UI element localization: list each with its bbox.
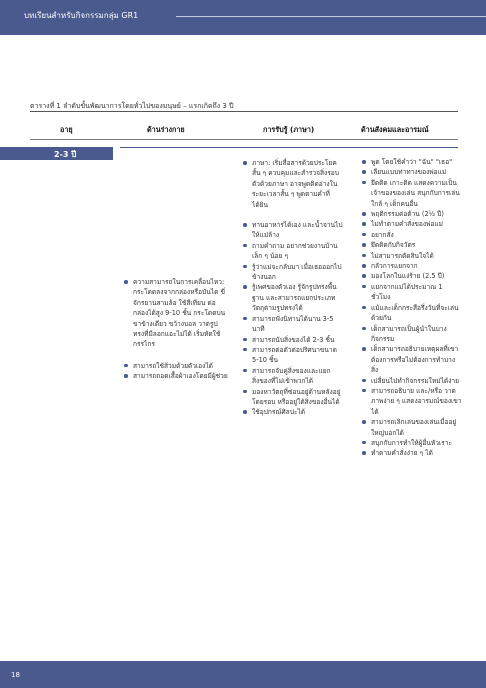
header-band xyxy=(0,0,486,35)
list-item: สามารถเลิกเล่นของเล่นเมื่ออยู่ใหญ่บอกได้ xyxy=(362,417,462,438)
list-item: ภาษา: เริ่มสื่อสารด้วยประโยคสั้น ๆ ควบคุมและสำรวจสิ่งรอบตัวด้วยภาษา อาจพูดติดอ่างในระยะเวลาสั้น ๆ พูดตามคำที่ได้ยิน xyxy=(243,158,343,210)
list-item: พูด โดยใช้คำว่า "ฉัน" "เธอ" xyxy=(362,157,462,167)
header-age: อายุ xyxy=(60,125,73,134)
list-item: ทำตามคำสั่งง่าย ๆ ได้ xyxy=(362,448,462,458)
social-list xyxy=(362,157,462,459)
list-item: แยกจากแม่ได้ประมาณ 1 ชั่วโมง xyxy=(362,282,462,303)
caption-rule xyxy=(30,111,458,112)
list-item: อยากสั่ง xyxy=(362,230,462,240)
list-item: แม้และเด็กกระสือรึ่งวันที่จะเล่นด้วยกัน xyxy=(362,303,462,324)
list-item: รู้ว่าแม่จะกลับมา เมื่อเธอออกไปข้างนอก xyxy=(243,262,343,283)
list-item: ใช้อุปกรณ์ศิลปะได้ xyxy=(243,407,343,417)
header-divider xyxy=(176,16,486,17)
header-social: ด้านสังคมและอารมณ์ xyxy=(361,125,429,134)
list-item: สามารถถอดเสื้อผ้าเองโดยมีผู้ช่วย xyxy=(124,371,228,381)
footer-band xyxy=(0,661,486,688)
list-item: ทานอาหารได้เอง และน้ำจานไปให้แม่ล้าง xyxy=(243,220,343,241)
list-item: ไม่สามารถตัดสินใจได้ xyxy=(362,251,462,261)
list-item: รู้เพศของตัวเอง รู้จักรูปทรงพื้นฐาน และสามารถแยกประเภทวัตถุตามรูปทรงได้ xyxy=(243,282,343,313)
list-item: มองโลกในแง่ร้าย (2.5 ปี) xyxy=(362,271,462,281)
physical-list xyxy=(124,277,228,382)
list-item: สามารถฟังนิทานได้นาน 3-5 นาที xyxy=(243,314,343,335)
list-item: กลัวการแยกจาก xyxy=(362,261,462,271)
list-item: เด็กสามารถเป็นผู้นำในบางกิจกรรม xyxy=(362,324,462,345)
header-title: บทเรียนสำหรับกิจกรรมกลุ่ม GR1 xyxy=(24,11,139,20)
list-item: สนุกกับการทำให้ผู้อื่นหัวเราะ xyxy=(362,438,462,448)
list-item: ไม่ทำตามคำสั่งของพ่อแม่ xyxy=(362,219,462,229)
list-item: พฤติกรรมต่อต้าน (2½ ปี) xyxy=(362,209,462,219)
list-item: ความสามารถในการเคลื่อนไหว: กระโดดลงจากกล่องหรือบันได ขี่จักรยานสามล้อ ใช้สีเทียน ต่อกล่องได้สูง 9-10 ชั้น กระโดดบนขาข้างเดียว ขว้างบอล วาดรูปทรงที่มีลอกแอะไม่ได้ เริ่มหัดใช้กรรไกร xyxy=(124,277,228,350)
list-item: สามารถนับสิ่งของได้ 2-3 ชิ้น xyxy=(243,335,343,345)
list-item: สามารถอธิบาย และ/หรือ วาดภาพง่าย ๆ แสดงอารมณ์ของเขาได้ xyxy=(362,386,462,417)
age-label xyxy=(0,147,113,160)
table-caption: ตารางที่ 1 ลำดับขั้นพัฒนาการโดยทั่วไปของมนุษย์ – แรกเกิดถึง 3 ปี xyxy=(30,102,234,110)
age-label-text: 2-3 ปี xyxy=(54,150,77,159)
list-item: ยึดติด เกาะติด แสดงความเป็นเจ้าของของเล่น สนุกกับการเล่นใกล้ ๆ เด็กคนอื่น xyxy=(362,178,462,209)
header-rule xyxy=(30,139,458,140)
list-item: สามารถจับคู่สิ่งของและแยกสิ่งของที่ไม่เข้าพวกได้ xyxy=(243,366,343,387)
list-item: มองหาวัตถุที่ซ่อนอยู่ด้านหลังอยู่โดยรอบ หรืออยู่ใต้สิ่งของอื่นได้ xyxy=(243,387,343,408)
cognitive-list xyxy=(243,158,343,418)
list-item: ถามคำถาม อยากช่วยงานบ้าน เล็ก ๆ น้อย ๆ xyxy=(243,241,343,262)
header-cognitive: การรับรู้ (ภาษา) xyxy=(263,125,315,134)
list-item: สามารถใช้ส้วมด้วยตัวเองได้ xyxy=(124,361,228,371)
header-physical: ด้านร่างกาย xyxy=(147,125,185,134)
list-item: เปลี่ยนไปทำกิจกรรมใหม่ได้ง่าย xyxy=(362,376,462,386)
list-item: ยึดติดกับกิจวัตร xyxy=(362,240,462,250)
list-item: เลียนแบบท่าทางของพ่อแม่ xyxy=(362,167,462,177)
list-item: สามารถต่อตัวต่อปริศนาขนาด 5-10 ชิ้น xyxy=(243,345,343,366)
age-rule xyxy=(120,147,458,148)
list-item: เด็กสามารถอธิบายเหตุผลที่เขาต้องการหรือไม่ต้องการทำบางสิ่ง xyxy=(362,344,462,375)
page-number: 18 xyxy=(11,671,20,679)
